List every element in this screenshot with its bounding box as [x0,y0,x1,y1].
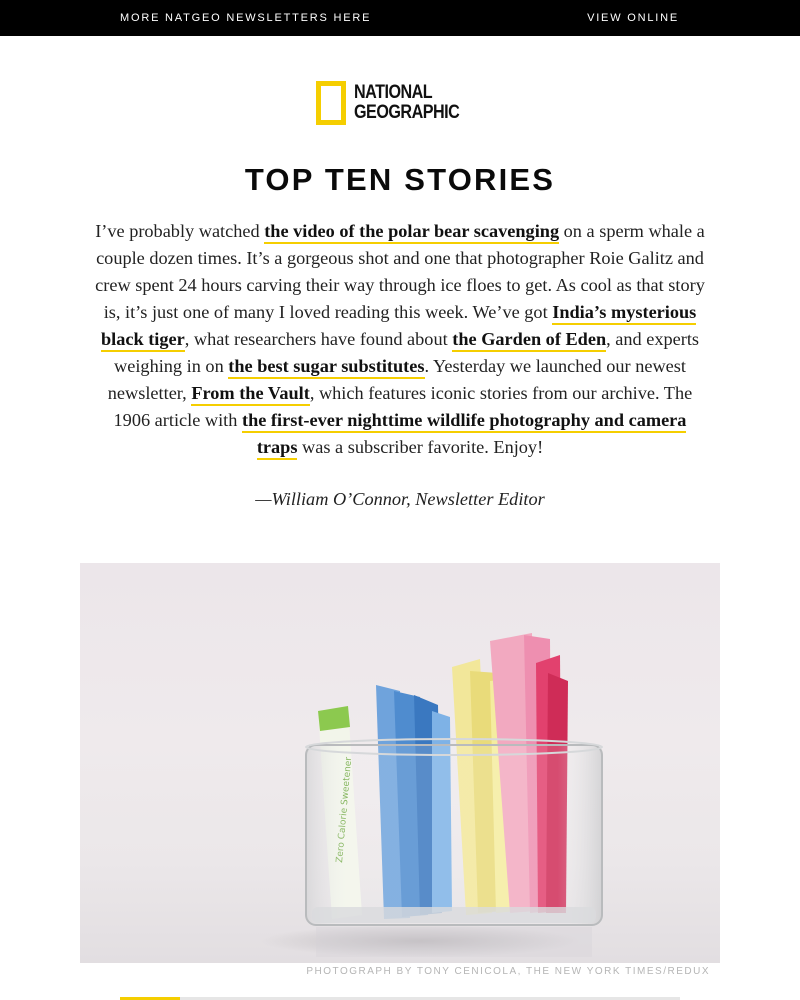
intro-text: I’ve probably watched [95,221,265,241]
intro-text: , which features iconic stories from our archive. The 1906 article with [113,383,693,430]
intro-text: , and experts weighing in on [114,329,700,376]
black-tiger-link[interactable]: India’s mysterious black tiger [101,302,696,352]
garden-of-eden-link[interactable]: the Garden of Eden [452,329,606,352]
yellow-border-icon [316,81,346,125]
polar-bear-link[interactable]: the video of the polar bear scavenging [264,221,559,244]
hero-image[interactable] [80,563,720,963]
sugar-substitutes-link[interactable]: the best sugar substitutes [228,356,424,379]
logo-line-2: GEOGRAPHIC [354,102,460,123]
page-title: TOP TEN STORIES [244,162,556,197]
intro-paragraph [95,218,705,461]
natgeo-logo[interactable] [0,80,800,126]
logo-wordmark [354,83,465,123]
from-the-vault-link[interactable]: From the Vault [191,383,310,406]
editor-signature: —William O’Connor, Newsletter Editor [255,489,545,509]
intro-text: . Yesterday we launched our newest newsletter, [107,356,686,403]
top-bar [0,0,800,36]
view-online-link[interactable]: VIEW ONLINE [587,12,679,24]
more-newsletters-link[interactable]: MORE NATGEO NEWSLETTERS HERE [120,12,372,24]
sweetener-glass-illustration [80,563,720,963]
intro-text: on a sperm whale a couple dozen times. It’s a gorgeous shot and one that photographer Roie Galitz and crew spent 24 hours carving their way through ice floes to get. As cool as that story is, it’s just one of many I loved reading this week. We’ve got [95,221,705,322]
nighttime-photography-link[interactable]: the first-ever nighttime wildlife photography and camera traps [242,410,686,460]
photo-credit: PHOTOGRAPH BY TONY CENICOLA, THE NEW YORK TIMES/REDUX [306,966,710,977]
intro-text: was a subscriber favorite. Enjoy! [297,437,544,457]
intro-text: , what researchers have found about [184,329,453,349]
logo-line-1: NATIONAL [354,82,433,103]
